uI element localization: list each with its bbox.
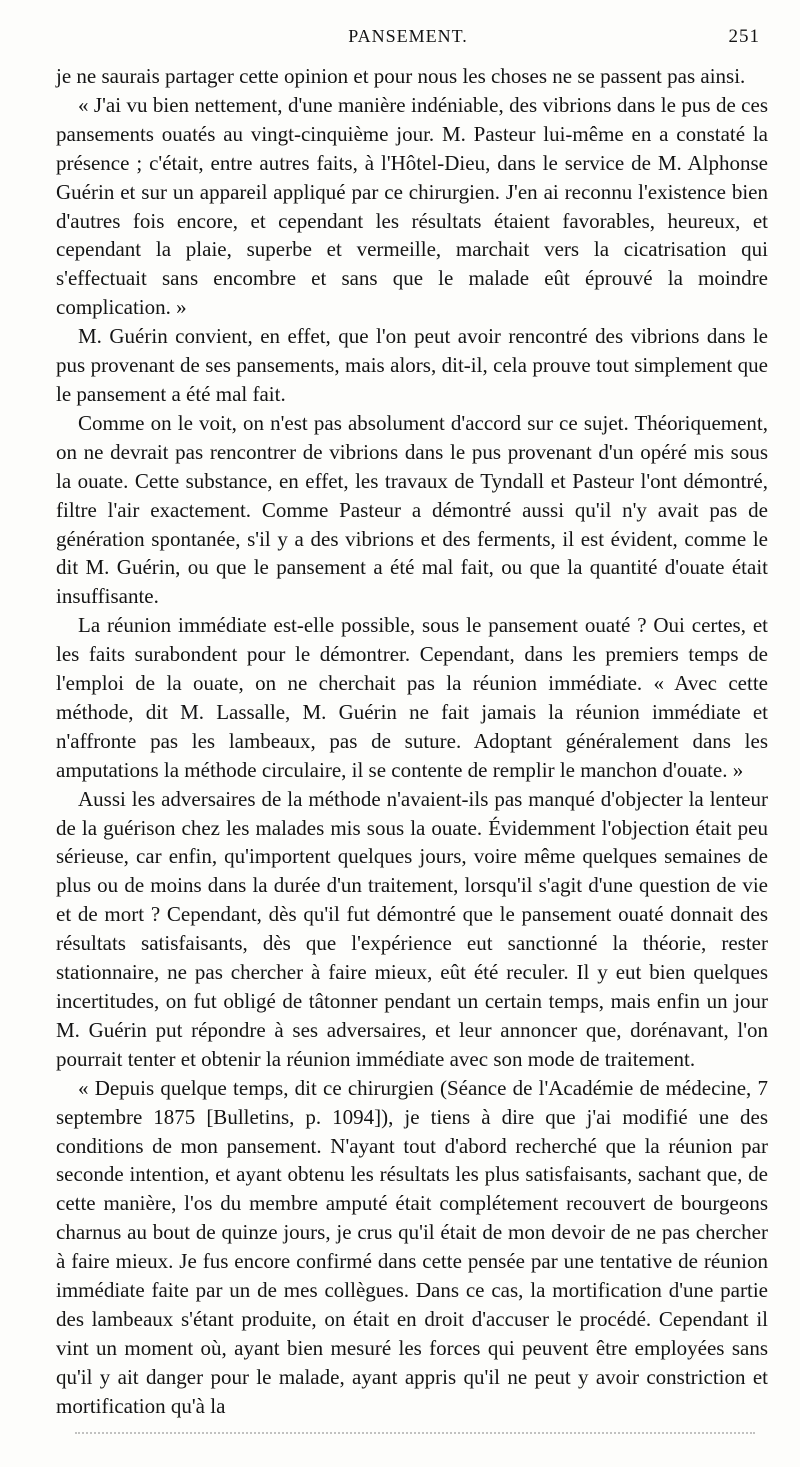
paragraph-1: je ne saurais partager cette opinion et pour nous les choses ne se passent pas ainsi. bbox=[56, 64, 746, 88]
paragraph-3: M. Guérin convient, en effet, que l'on peut avoir rencontré des vibrions dans le pus provenant de ses pansements, mais alors, dit-il, cela prouve tout simplement que le pansement a été mal fait. bbox=[56, 324, 768, 406]
running-head: PANSEMENT. bbox=[348, 26, 468, 46]
page-number: 251 bbox=[728, 26, 760, 47]
paragraph-4: Comme on le voit, on n'est pas absolument d'accord sur ce sujet. Théoriquement, on ne devrait pas rencontrer de vibrions dans le pus provenant d'un opéré mis sous la ouate. Cette substance, en effet, les travaux de Tyndall et Pasteur l'ont démontré, filtre l'air exactement. Comme Pasteur a démontré aussi qu'il n'y avait pas de génération spontanée, s'il y a des vibrions et des ferments, il est évident, comme le dit M. Guérin, ou que le pansement a été mal fait, ou que la quantité d'ouate était insuffisante. bbox=[56, 410, 768, 609]
paragraph-6: Aussi les adversaires de la méthode n'avaient-ils pas manqué d'objecter la lenteur de la guérison chez les malades mis sous la ouate. Évidemment l'objection était peu sérieuse, car enfin, qu'importent quelques jours, voire même quelques semaines de plus ou de moins dans la durée d'un traitement, lorsqu'il s'agit d'une question de vie et de mort ? Cependant, dès qu'il fut démontré que le pansement ouaté donnait des résultats satisfaisants, dès que l'expérience eut sanctionné la théorie, rester stationnaire, ne pas chercher à faire mieux, eût été reculer. Il y eut bien quelques incertitudes, on fut obligé de tâtonner pendant un certain temps, mais enfin un jour M. Guérin put répondre à ses adversaires, et leur annoncer que, dorénavant, l'on pourrait tenter et obtenir la réunion immédiate avec son mode de traitement. bbox=[56, 786, 768, 1071]
paragraph-5: La réunion immédiate est-elle possible, sous le pansement ouaté ? Oui certes, et les faits surabondent pour le démontrer. Cependant, dans les premiers temps de l'emploi de la ouate, on ne cherchait pas la réunion immédiate. « Avec cette méthode, dit M. Lassalle, M. Guérin ne fait jamais la réunion immédiate et n'affronte pas les lambeaux, pas de suture. Adoptant généralement dans les amputations la méthode circulaire, il se contente de remplir le manchon d'ouate. » bbox=[56, 613, 768, 782]
paragraph-7: « Depuis quelque temps, dit ce chirurgien (Séance de l'Académie de médecine, 7 septembre 1875 [Bulletins, p. 1094]), je tiens à dire que j'ai modifié une des conditions de mon pansement. N'ayant tout d'abord recherché que la réunion par seconde intention, et ayant obtenu les résultats les plus satisfaisants, sachant que, de cette manière, l'os du membre amputé était complétement recouvert de bourgeons charnus au bout de quinze jours, je crus qu'il était de mon devoir de ne pas chercher à faire mieux. Je fus encore confirmé dans cette pensée par une tentative de réunion immédiate faite par un de mes collègues. Dans ce cas, la mortification d'une partie des lambeaux s'étant produite, on était en droit d'accuser le procédé. Cependant il vint un moment où, ayant bien mesuré les forces qui peuvent être employées sans qu'il y ait danger pour le malade, ayant appris qu'il ne peut y avoir constriction et mortification qu'à la bbox=[56, 1075, 768, 1418]
paragraph-2: « J'ai vu bien nettement, d'une manière indéniable, des vibrions dans le pus de ces pansements ouatés au vingt-cinquième jour. M. Pasteur lui-même en a constaté la présence ; c'était, entre autres faits, à l'Hôtel-Dieu, dans le service de M. Alphonse Guérin et sur un appareil appliqué par ce chirurgien. J'en ai reconnu l'existence bien d'autres fois encore, et cependant les résultats étaient favorables, heureux, et cependant la plaie, superbe et vermeille, marchait vers la cicatrisation qui s'effectuait sans encombre et sans que le malade eût éprouvé la moindre complication. » bbox=[56, 92, 768, 320]
body-text bbox=[56, 62, 768, 1421]
page-header bbox=[56, 26, 760, 52]
bottom-dotted-rule bbox=[75, 1432, 755, 1436]
